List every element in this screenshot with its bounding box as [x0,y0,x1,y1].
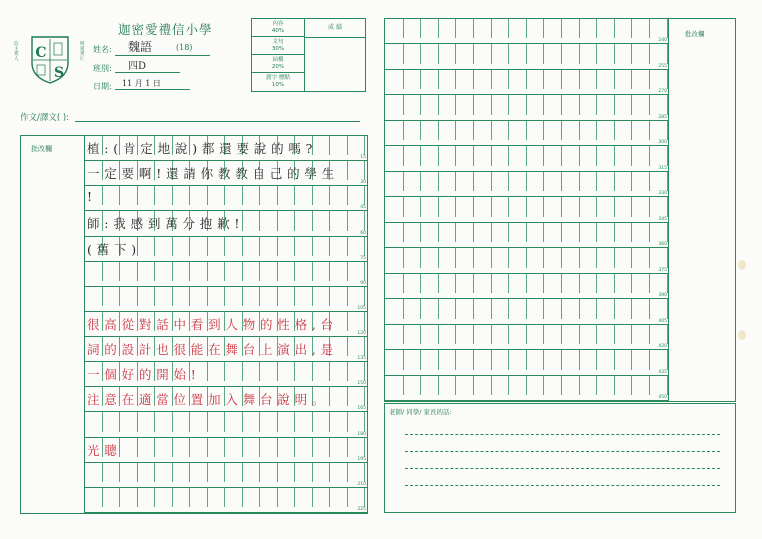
writing-line [84,136,367,161]
line-number: 360 [658,242,667,248]
date-label: 日期: [93,82,112,91]
writing-line [385,95,668,120]
handwritten-text: 詞的設計也很能在舞台上演出,是 [87,342,338,358]
writing-line [84,161,367,186]
writing-line [385,44,668,69]
writing-line [385,274,668,299]
date-underline [115,89,190,90]
class-value: 四D [128,61,147,72]
writing-line [84,211,367,236]
writing-line [84,186,367,211]
line-number: 75 [360,255,366,261]
writing-line [84,412,367,437]
composition-label: 作文/譯文( ): [20,113,70,123]
writing-line [385,376,668,401]
handwritten-text: 一定要啊!還請你教教自己的學生 [87,166,340,182]
handwritten-text: 很高從對話中看到人物的性格,台 [87,316,338,332]
logo-motto-left: 信 主 愛 人 [14,42,19,62]
binder-hole [738,260,746,270]
line-number: 135 [357,356,366,362]
name-label: 姓名: [93,45,112,54]
handwritten-text: 一個好的開始! [87,367,201,383]
line-number: 15 [360,155,366,161]
svg-text:S: S [53,65,65,81]
composition-underline [75,121,360,122]
date-value: 11 月 1 日 [122,79,161,88]
logo-motto-right: 明 道 愛 仁 [80,42,85,62]
line-number: 180 [357,431,366,437]
school-name: 迦密愛禮信小學 [118,22,213,37]
svg-text:C: C [35,45,47,61]
line-number: 225 [357,506,366,512]
line-number: 330 [658,191,667,197]
line-number: 270 [658,89,667,95]
right-writing-grid [384,18,736,402]
school-logo-icon [20,33,80,85]
line-number: 255 [658,63,667,69]
line-number: 90 [360,280,366,286]
writing-line [84,337,367,362]
binder-hole [738,330,746,340]
writing-line [84,438,367,463]
writing-line [385,172,668,197]
handwritten-text: 師:我感到萬分抱歉! [87,216,245,232]
line-number: 345 [658,216,667,222]
score-header: 成 績 [305,19,365,38]
student-number: (18) [176,43,193,52]
writing-line [84,312,367,337]
line-number: 150 [357,381,366,387]
score-row-content: 內容 40% [252,19,304,37]
line-number: 390 [658,293,667,299]
line-number: 105 [357,305,366,311]
line-number: 210 [357,481,366,487]
line-number: 45 [360,205,366,211]
writing-line [84,262,367,287]
writing-line [84,387,367,412]
line-number: 120 [357,331,366,337]
line-number: 375 [658,267,667,273]
name-value: 魏語 [128,40,153,54]
score-row-typos: 錯字 標點 10% [266,75,290,88]
line-number: 420 [658,344,667,350]
writing-line [385,350,668,375]
left-writing-grid [20,135,368,514]
writing-line [84,488,367,513]
handwritten-text: 植:(肯定地說)都還要說的嗎? [87,141,318,156]
writing-line [385,19,668,44]
line-number: 165 [357,406,366,412]
name-underline [115,55,210,56]
line-number: 300 [658,140,667,146]
writing-line [385,248,668,273]
score-box [251,18,366,92]
writing-line [84,463,367,488]
handwritten-text: ! [87,189,97,205]
writing-line [385,299,668,324]
right-margin-label: 批改欄 [685,30,705,38]
handwritten-text: 光聰 [87,442,122,458]
line-number: 195 [357,456,366,462]
line-number: 435 [658,369,667,375]
class-label: 班別: [93,64,112,73]
score-row-structure: 結構 20% [252,55,304,73]
writing-line [84,287,367,312]
class-underline [115,72,180,73]
writing-line [385,70,668,95]
writing-line [385,223,668,248]
comment-box-label: 老師/ 同學/ 家長的話: [389,408,452,416]
line-number: 285 [658,114,667,120]
writing-line [385,197,668,222]
writing-line [84,237,367,262]
writing-line [385,121,668,146]
line-number: 450 [658,394,667,400]
line-number: 315 [658,165,667,171]
comment-box [384,403,736,513]
left-margin-label: 批改欄 [31,145,52,153]
writing-line [385,146,668,171]
line-number: 60 [360,230,366,236]
writing-line [84,362,367,387]
line-number: 240 [658,38,667,44]
handwritten-text: (舊下) [87,241,141,257]
writing-line [385,325,668,350]
line-number: 30 [360,180,366,186]
line-number: 405 [658,318,667,324]
score-row-sentences: 文句 30% [252,37,304,55]
handwritten-text: 注意在適當位置加入舞台說明。 [87,392,330,408]
